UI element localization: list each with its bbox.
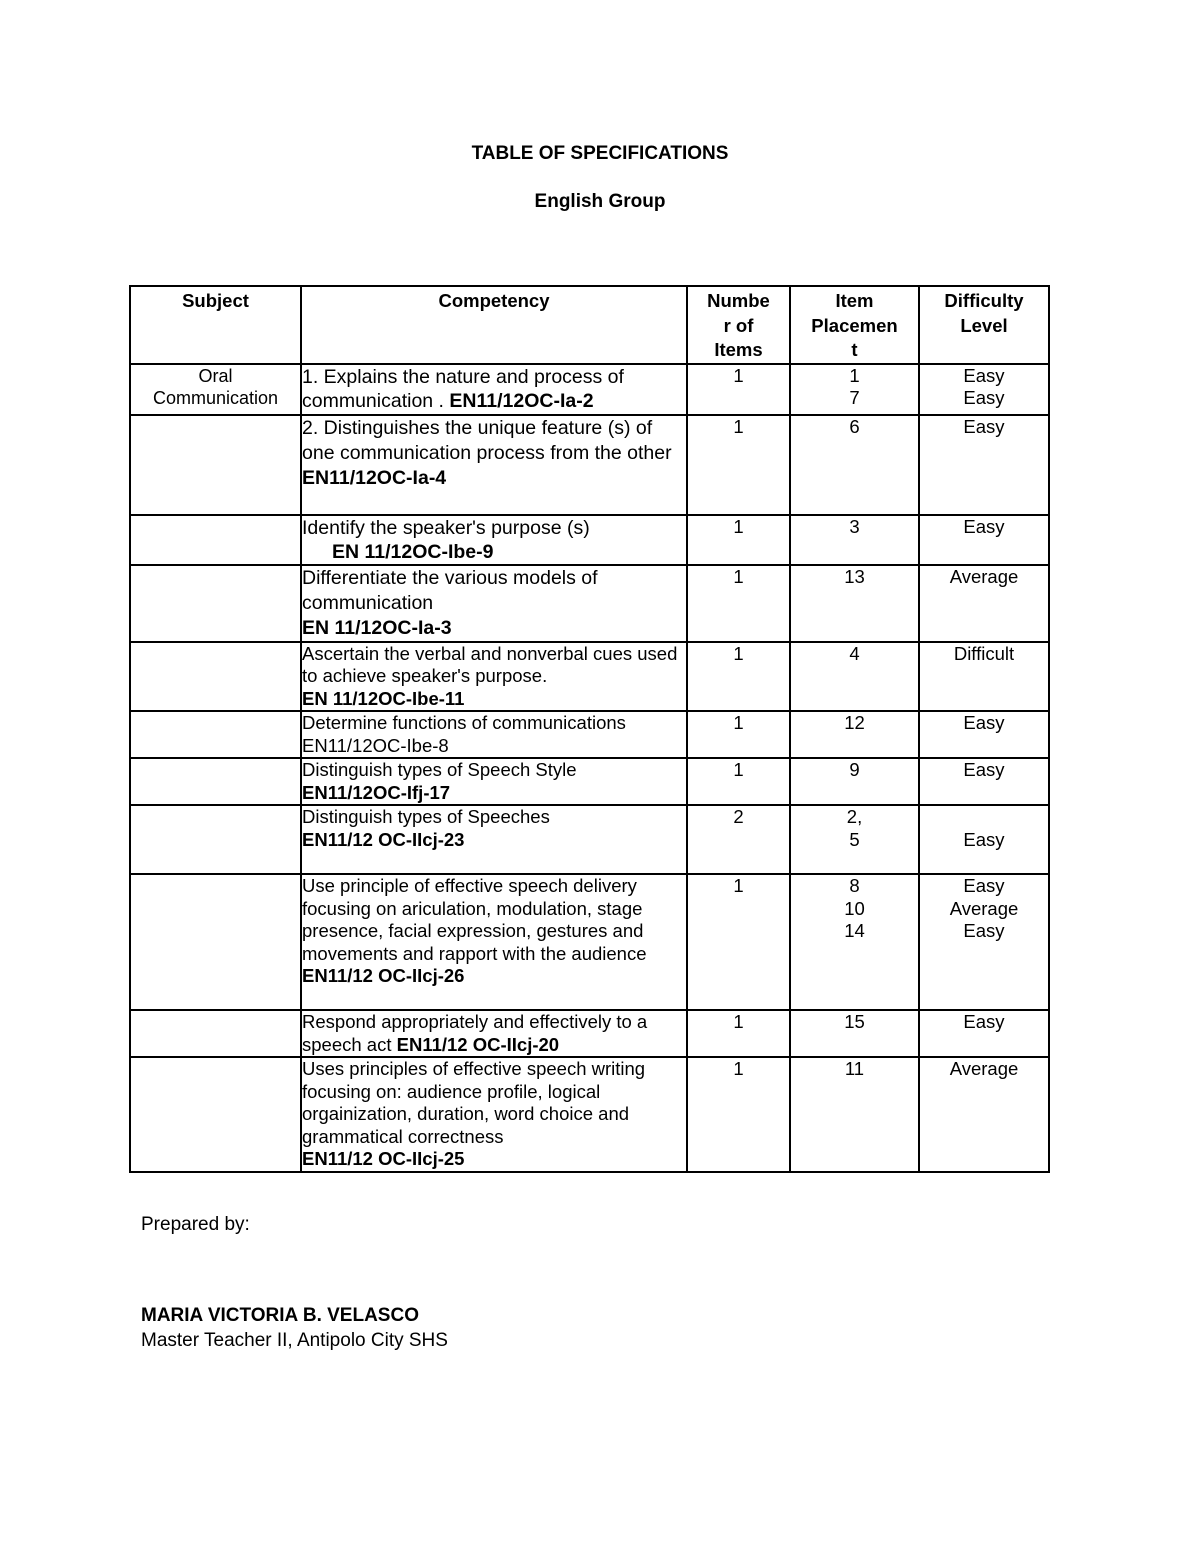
table-row <box>130 874 1049 1010</box>
competency-code: EN11/12 OC-IIcj-23 <box>302 828 465 850</box>
specifications-table <box>129 285 1050 1173</box>
header-number-line: Items <box>714 339 763 360</box>
competency-cell <box>301 415 687 515</box>
difficulty-value: Easy <box>963 759 1005 780</box>
header-placement-line: t <box>851 339 858 360</box>
subject-cell <box>130 874 301 1010</box>
competency-text: 2. Distinguishes the unique feature (s) of one communication process from the other <box>302 416 672 464</box>
header-number-of-items <box>687 286 790 364</box>
competency-cell <box>301 364 687 415</box>
table-row <box>130 758 1049 805</box>
competency-cell <box>301 565 687 642</box>
subject-cell <box>130 758 301 805</box>
difficulty-cell <box>919 642 1049 712</box>
difficulty-cell <box>919 415 1049 515</box>
subject-line: Communication <box>152 387 279 408</box>
number-of-items-cell: 1 <box>687 364 790 415</box>
competency-text: Respond appropriately and effectively to a speech act <box>302 1011 648 1055</box>
placement-value: 10 <box>844 897 865 919</box>
item-placement-cell <box>790 642 919 712</box>
competency-code: EN11/12OC-Ifj-17 <box>302 781 451 803</box>
competency-cell <box>301 805 687 874</box>
number-of-items-cell: 1 <box>687 711 790 758</box>
difficulty-value: Easy <box>963 415 1005 437</box>
signatory-name: MARIA VICTORIA B. VELASCO <box>141 1305 419 1326</box>
competency-text: Uses principles of effective speech writing focusing on: audience profile, logical orgainization, duration, word choice and grammatical correctness <box>302 1058 646 1147</box>
competency-cell <box>301 1010 687 1057</box>
table-row <box>130 642 1049 712</box>
table-row <box>130 515 1049 565</box>
competency-code: EN11/12 OC-IIcj-25 <box>302 1148 465 1169</box>
difficulty-value: Easy <box>963 387 1005 408</box>
competency-code: EN 11/12OC-Ibe-9 <box>332 540 494 563</box>
competency-code: EN 11/12OC-Ia-3 <box>302 616 452 639</box>
difficulty-value: Easy <box>963 364 1005 386</box>
competency-cell <box>301 642 687 712</box>
placement-value: 3 <box>849 515 860 537</box>
difficulty-cell <box>919 805 1049 874</box>
difficulty-value: Easy <box>963 920 1005 941</box>
competency-text: Differentiate the various models of communication <box>302 566 598 614</box>
number-of-items-cell: 1 <box>687 1010 790 1057</box>
placement-value: 4 <box>849 642 860 664</box>
competency-text: Distinguish types of Speech Style <box>302 759 577 780</box>
difficulty-value: Average <box>949 1058 1019 1079</box>
difficulty-value: Average <box>949 565 1019 587</box>
header-difficulty-line: Difficulty <box>944 290 1024 311</box>
competency-code: EN11/12OC-Ia-2 <box>449 389 594 412</box>
difficulty-value <box>920 806 1048 829</box>
signatory-position: Master Teacher II, Antipolo City SHS <box>141 1330 448 1351</box>
item-placement-cell <box>790 874 919 1010</box>
competency-text: Use principle of effective speech delivery focusing on ariculation, modulation, stage presence, facial expression, gestures and movements and rapport with the audience <box>302 875 647 964</box>
document-title: TABLE OF SPECIFICATIONS <box>471 143 729 164</box>
table-row <box>130 1010 1049 1057</box>
difficulty-value: Average <box>949 897 1019 919</box>
competency-code: EN 11/12OC-Ibe-11 <box>302 687 465 709</box>
item-placement-cell <box>790 565 919 642</box>
difficulty-cell <box>919 874 1049 1010</box>
competency-text: Ascertain the verbal and nonverbal cues used to achieve speaker's purpose. <box>302 642 678 686</box>
placement-value: 8 <box>849 875 860 896</box>
placement-value: 2, <box>846 806 863 827</box>
number-of-items-cell: 1 <box>687 642 790 712</box>
header-number-line: r of <box>723 314 754 336</box>
header-placement-line: Item <box>835 290 874 311</box>
competency-cell <box>301 515 687 565</box>
table-row <box>130 805 1049 874</box>
difficulty-cell <box>919 364 1049 415</box>
difficulty-value: Easy <box>963 515 1005 537</box>
subject-cell <box>130 805 301 874</box>
competency-code: EN11/12 OC-IIcj-26 <box>302 965 465 986</box>
competency-cell <box>301 874 687 1010</box>
placement-value: 11 <box>844 1058 865 1079</box>
subject-line: Oral <box>198 365 233 386</box>
competency-text: Determine functions of communications <box>302 712 626 733</box>
difficulty-value: Easy <box>963 875 1005 896</box>
difficulty-value: Easy <box>963 712 1005 733</box>
table-row <box>130 1057 1049 1172</box>
subject-cell <box>130 1057 301 1172</box>
table-header-row <box>130 286 1049 364</box>
header-placement-line: Placemen <box>811 314 898 336</box>
header-difficulty-level <box>919 286 1049 364</box>
competency-text: Identify the speaker's purpose (s) <box>302 516 590 539</box>
difficulty-value: Difficult <box>953 642 1015 664</box>
placement-value: 7 <box>849 387 860 408</box>
difficulty-cell <box>919 758 1049 805</box>
item-placement-cell <box>790 515 919 565</box>
subject-cell <box>130 515 301 565</box>
placement-value: 5 <box>849 828 860 850</box>
table-row <box>130 415 1049 515</box>
competency-text: Distinguish types of Speeches <box>302 806 550 827</box>
difficulty-cell <box>919 711 1049 758</box>
subject-cell <box>130 565 301 642</box>
difficulty-cell <box>919 515 1049 565</box>
header-number-line: Numbe <box>707 290 770 311</box>
difficulty-value: Easy <box>963 1011 1005 1032</box>
difficulty-cell <box>919 565 1049 642</box>
number-of-items-cell: 1 <box>687 874 790 1010</box>
document-subtitle: English Group <box>534 191 666 212</box>
prepared-by-label: Prepared by: <box>141 1214 250 1235</box>
competency-cell <box>301 711 687 758</box>
table-row <box>130 364 1049 415</box>
subject-cell <box>130 1010 301 1057</box>
number-of-items-cell: 1 <box>687 758 790 805</box>
table-row <box>130 565 1049 642</box>
placement-value: 13 <box>844 565 865 587</box>
header-competency: Competency <box>301 286 687 364</box>
header-difficulty-line: Level <box>960 314 1008 336</box>
competency-code: EN11/12 OC-IIcj-20 <box>396 1033 560 1055</box>
subject-cell <box>130 711 301 758</box>
placement-value: 14 <box>844 920 865 941</box>
item-placement-cell <box>790 1010 919 1057</box>
header-item-placement <box>790 286 919 364</box>
subject-cell <box>130 364 301 415</box>
number-of-items-cell: 2 <box>687 805 790 874</box>
number-of-items-cell: 1 <box>687 565 790 642</box>
competency-cell <box>301 1057 687 1172</box>
placement-value: 9 <box>849 759 860 780</box>
competency-code: EN11/12OC-Ibe-8 <box>302 734 449 756</box>
item-placement-cell <box>790 415 919 515</box>
table-row <box>130 711 1049 758</box>
placement-value: 12 <box>844 712 865 733</box>
difficulty-value: Easy <box>963 828 1005 850</box>
difficulty-cell <box>919 1057 1049 1172</box>
item-placement-cell <box>790 711 919 758</box>
item-placement-cell <box>790 1057 919 1172</box>
subject-cell <box>130 642 301 712</box>
number-of-items-cell: 1 <box>687 415 790 515</box>
item-placement-cell <box>790 364 919 415</box>
competency-code: EN11/12OC-Ia-4 <box>302 466 447 489</box>
competency-cell <box>301 758 687 805</box>
placement-value: 15 <box>844 1011 865 1032</box>
item-placement-cell <box>790 758 919 805</box>
subject-cell <box>130 415 301 515</box>
placement-value: 1 <box>849 364 860 386</box>
number-of-items-cell: 1 <box>687 1057 790 1172</box>
number-of-items-cell: 1 <box>687 515 790 565</box>
item-placement-cell <box>790 805 919 874</box>
header-subject: Subject <box>130 286 301 364</box>
placement-value: 6 <box>849 415 860 437</box>
difficulty-cell <box>919 1010 1049 1057</box>
competency-text: 1. Explains the nature and process of communication . <box>302 365 624 412</box>
